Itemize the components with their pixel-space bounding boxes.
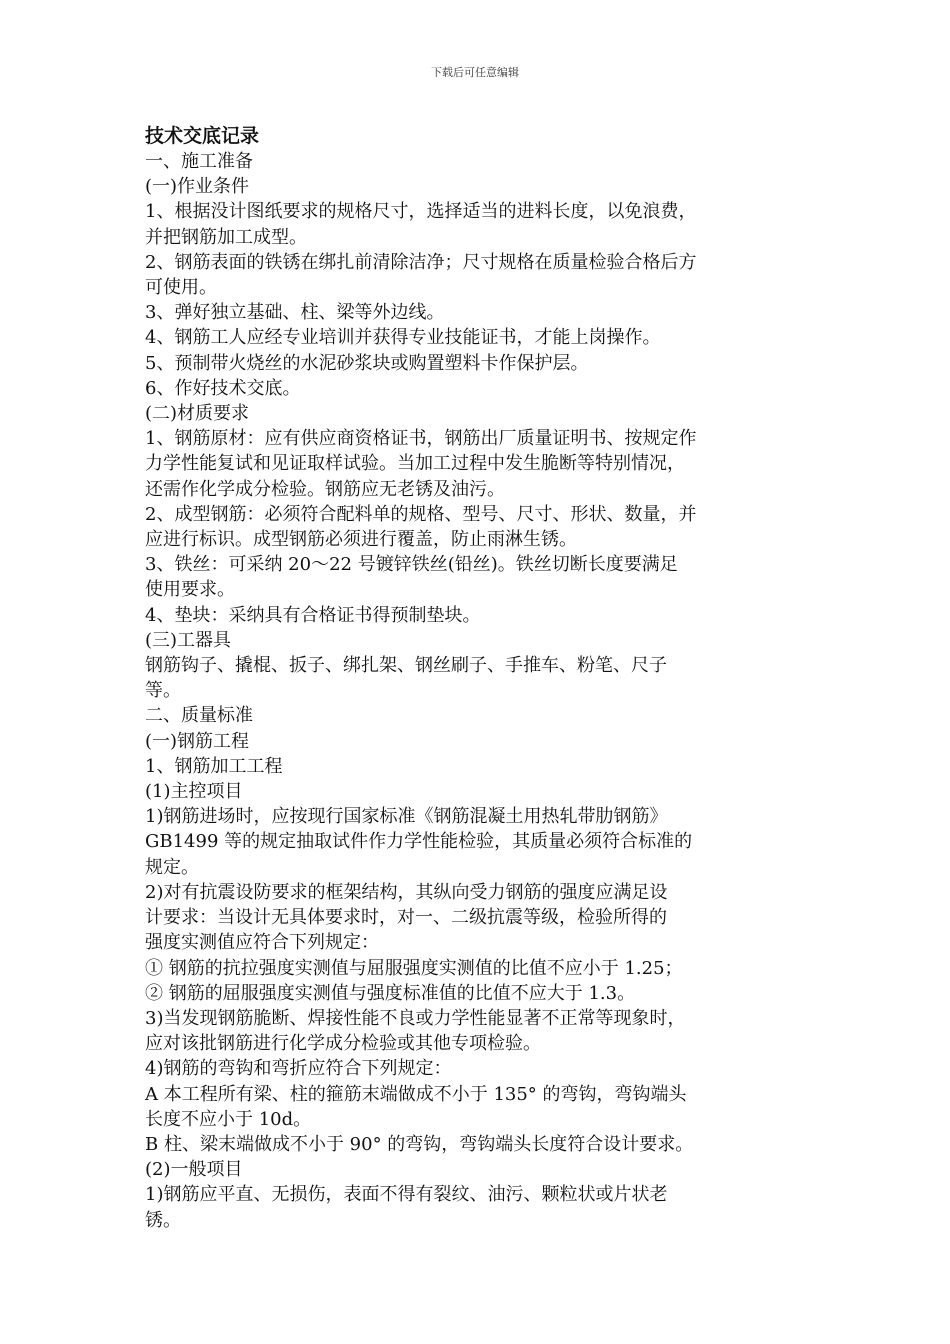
- text-line: 1、钢筋加工工程: [145, 755, 283, 777]
- text-line: 强度实测值应符合下列规定：: [145, 932, 379, 954]
- text-line: 3、铁丝：可采纳 20～22 号镀锌铁丝(铅丝)。铁丝切断长度要满足: [145, 554, 678, 576]
- text-line: (2)一般项目: [145, 1159, 243, 1181]
- text-line: (一)钢筋工程: [145, 730, 250, 752]
- text-line: 计要求：当设计无具体要求时，对一、二级抗震等级，检验所得的: [145, 907, 667, 929]
- text-line: 使用要求。: [145, 579, 235, 601]
- text-line: 2、钢筋表面的铁锈在绑扎前清除洁净；尺寸规格在质量检验合格后方: [145, 251, 697, 273]
- document-body: [145, 124, 813, 1233]
- text-line: 二、质量标准: [145, 705, 253, 727]
- text-line: 长度不应小于 10d。: [145, 1108, 312, 1130]
- text-line: 1、钢筋原材：应有供应商资格证书，钢筋出厂质量证明书、按规定作: [145, 428, 697, 450]
- text-line: (二)材质要求: [145, 403, 250, 425]
- text-line: 应对该批钢筋进行化学成分检验或其他专项检验。: [145, 1033, 541, 1055]
- text-line: 等。: [145, 680, 181, 702]
- text-line: 可使用。: [145, 277, 217, 299]
- text-line: 规定。: [145, 856, 199, 878]
- text-line: 4、垫块：采纳具有合格证书得预制垫块。: [145, 604, 481, 626]
- text-line: ① 钢筋的抗拉强度实测值与屈服强度实测值的比值不应小于 1.25；: [145, 957, 683, 979]
- text-line: (1)主控项目: [145, 781, 243, 803]
- text-line: 2、成型钢筋：必须符合配料单的规格、型号、尺寸、形状、数量，并: [145, 503, 697, 525]
- text-line: A 本工程所有梁、柱的箍筋末端做成不小于 135° 的弯钩，弯钩端头: [145, 1083, 687, 1105]
- text-line: (一)作业条件: [145, 176, 250, 198]
- text-line: 5、预制带火烧丝的水泥砂浆块或购置塑料卡作保护层。: [145, 352, 589, 374]
- text-line: ② 钢筋的屈服强度实测值与强度标准值的比值不应大于 1.3。: [145, 982, 636, 1004]
- text-line: 1)钢筋进场时，应按现行国家标准《钢筋混凝土用热轧带肋钢筋》: [145, 806, 668, 828]
- text-line: 并把钢筋加工成型。: [145, 226, 307, 248]
- text-line: (三)工器具: [145, 629, 232, 651]
- text-line: 还需作化学成分检验。钢筋应无老锈及油污。: [145, 478, 505, 500]
- text-line: 3)当发现钢筋脆断、焊接性能不良或力学性能显著不正常等现象时，: [145, 1007, 686, 1029]
- text-line: 钢筋钩子、撬棍、扳子、绑扎架、钢丝刷子、手推车、粉笔、尺子: [145, 655, 667, 677]
- text-line: 应进行标识。成型钢筋必须进行覆盖，防止雨淋生锈。: [145, 529, 577, 551]
- text-line: 4)钢筋的弯钩和弯折应符合下列规定：: [145, 1058, 452, 1080]
- text-line: GB1499 等的规定抽取试件作力学性能检验，其质量必须符合标准的: [145, 831, 693, 853]
- text-line: B 柱、梁末端做成不小于 90° 的弯钩，弯钩端头长度符合设计要求。: [145, 1133, 694, 1155]
- text-line: 1、根据没计图纸要求的规格尺寸，选择适当的进料长度，以免浪费，: [145, 201, 697, 223]
- text-line: 6、作好技术交底。: [145, 377, 301, 399]
- text-line: 锈。: [145, 1209, 181, 1231]
- text-line: 力学性能复试和见证取样试验。当加工过程中发生脆断等特别情况，: [145, 453, 685, 475]
- text-line: 1)钢筋应平直、无损伤，表面不得有裂纹、油污、颗粒状或片状老: [145, 1184, 668, 1206]
- text-line: 4、钢筋工人应经专业培训并获得专业技能证书，才能上岗操作。: [145, 327, 661, 349]
- text-line: 2)对有抗震设防要求的框架结构，其纵向受力钢筋的强度应满足设: [145, 881, 668, 903]
- text-line: 3、弹好独立基础、柱、梁等外边线。: [145, 302, 445, 324]
- text-line: 一、施工准备: [145, 151, 253, 172]
- document-title: 技术交底记录: [145, 125, 260, 147]
- page-header-note: 下载后可任意编辑: [431, 66, 519, 79]
